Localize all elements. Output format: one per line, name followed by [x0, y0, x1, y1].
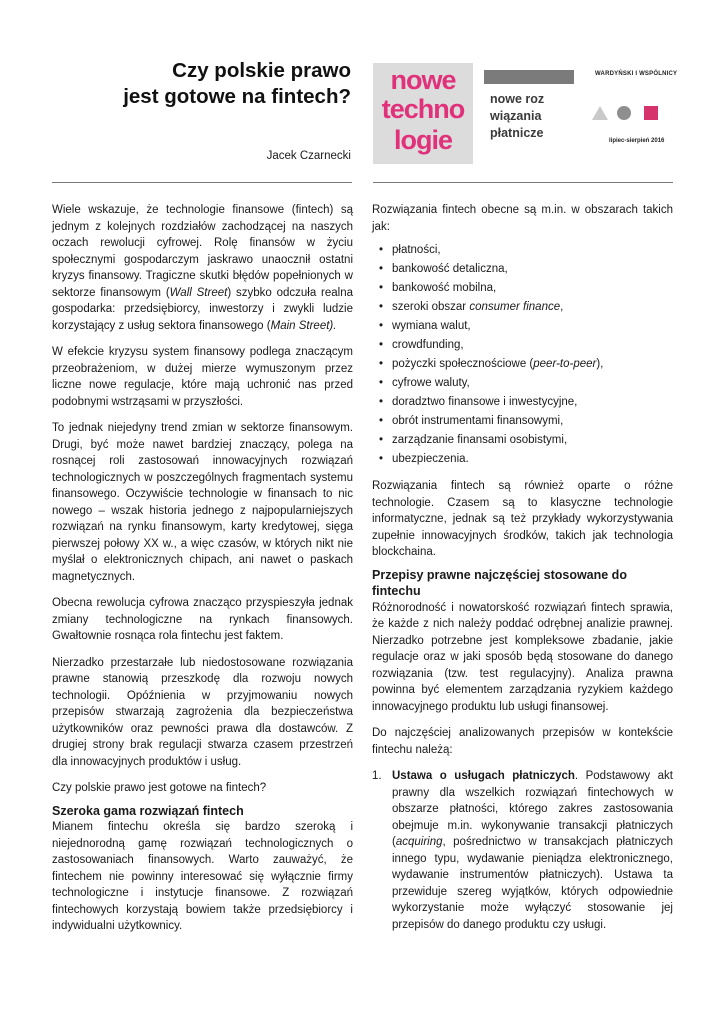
logo-word-2: techno: [381, 94, 465, 124]
list-item: • doradztwo finansowe i inwestycyjne,: [372, 393, 673, 412]
left-column: [52, 202, 353, 945]
list-item: • wymiana walut,: [372, 317, 673, 336]
article-title-line-2: jest gotowe na fintech?: [123, 85, 351, 108]
paragraph: Obecna rewolucja cyfrowa znacząco przyspieszyła jednak zmiany technologiczne na rynkach finansowych. Gwałtownie rosnąca rola fintechu jest faktem.: [52, 597, 353, 642]
section-heading: Szeroka gama rozwiązań fintech: [52, 803, 244, 818]
list-item: • płatności,: [372, 241, 673, 260]
section-title-line-1: nowe roz: [490, 92, 545, 106]
list-item: • pożyczki społecznościowe (peer-to-peer),: [372, 355, 673, 374]
paragraph: Do najczęściej analizowanych przepisów w kontekście fintechu należą:: [372, 727, 673, 756]
paragraph: Rozwiązania fintech obecne są m.in. w obszarach takich jak:: [372, 204, 673, 233]
regulations-list: [372, 768, 673, 933]
section-title-line-2: wiązania: [490, 109, 542, 123]
logo-word-1: nowe: [390, 65, 456, 95]
paragraph: To jednak niejedyny trend zmian w sektorze finansowym. Drugi, być może nawet bardziej znaczący, polega na rosnącej roli zastosowań innowacyjnych rozwiązań technologicznych w poszczególnych fragmentach systemu finansowego. Oczywiście technologie w finansach to nic nowego – wszak historia jednego z najpopularniejszych rozwiązań na rynku finansowym, karty kredytowej, sięga pierwszej połowy XX w., a więc czasów, w których nikt nie myślał o elektronicznych chipach, ani nawet o paskach magnetycznych.: [52, 422, 353, 583]
section-title-line-3: płatnicze: [490, 126, 544, 140]
paragraph: Nierzadko przestarzałe lub niedostosowane rozwiązania prawne stanowią przeszkodę dla rozwoju nowych technologii. Opóźnienia w przyjmowaniu nowych przepisów stwarzają zagrożenia dla bezpieczeństwa użytkowników oraz pewności prawa dla dostawców. Z drugiej strony brak regulacji stwarza czasem przestrzeń dla innowacyjnych produktów i usług.: [52, 656, 353, 768]
divider-left: [52, 182, 352, 183]
paragraph: Wiele wskazuje, że technologie finansowe (fintech) są jednym z kolejnych rozdziałów zachodzącej na naszych oczach rewolucji cyfrowej. Rolę finansów w życiu społecznymi gospodarczym jaskrawo unaocznił ostatni kryzys finansowy. Tragiczne skutki błędów popełnionych w sektorze finansowym (Wall Street) szybko odczuła realna gospodarka: przedsiębiorcy, inwestorzy i zwykli ludzie korzystający z usług sektora finansowego (Main Street).: [52, 204, 353, 332]
right-column: [372, 202, 673, 933]
list-item: • szeroki obszar consumer finance,: [372, 298, 673, 317]
triangle-icon: [592, 106, 608, 120]
list-item: • bankowość detaliczna,: [372, 260, 673, 279]
paragraph: Czy polskie prawo jest gotowe na fintech?: [52, 782, 267, 794]
divider-right: [373, 182, 673, 183]
author-name: Jacek Czarnecki: [266, 150, 351, 162]
logo-word-3: logie: [393, 125, 452, 155]
fintech-areas-list: [372, 241, 673, 469]
law-firm-name: WARDYŃSKI I WSPÓLNICY: [595, 71, 678, 77]
paragraph: Różnorodność i nowatorskość rozwiązań fintech sprawia, że każde z nich należy poddać odrębnej analizie prawnej. Nierzadko potrzebne jest kompleksowe zbadanie, jakie regulacje oraz w jaki sposób będą stosowane do danego rozwiązania (tzw. test regulacyjny). Analiza prawna powinna być elementem zarządzania ryzykiem każdego innowacyjnego produktu lub usługi finansowej.: [372, 601, 673, 713]
list-item: • obrót instrumentami finansowymi,: [372, 412, 673, 431]
list-item: • cyfrowe waluty,: [372, 374, 673, 393]
article-title: [51, 58, 351, 110]
square-icon: [644, 106, 658, 120]
circle-icon: [617, 106, 631, 120]
section-bar: [484, 70, 574, 84]
list-item: • zarządzanie finansami osobistymi,: [372, 431, 673, 450]
list-number: 1.: [372, 770, 382, 782]
article-title-line-1: Czy polskie prawo: [172, 59, 351, 82]
list-item: • bankowość mobilna,: [372, 279, 673, 298]
nowe-technologie-logo: [373, 63, 473, 164]
section-heading: Przepisy prawne najczęściej stosowane do fintechu: [372, 567, 627, 598]
list-item: • ubezpieczenia.: [372, 450, 673, 469]
paragraph: Rozwiązania fintech są również oparte o różne technologie. Czasem są to klasyczne technologie informatyczne, jednak są też przykłady wykorzystywania zupełnie innowacyjnych środków, takich jak technologia blockchaina.: [372, 480, 673, 558]
paragraph: W efekcie kryzysu system finansowy podlega znaczącym przeobrażeniom, w dużej mierze wymuszonym przez liczne nowe regulacje, które mają uchronić nas przed podobnymi wstrząsami w przyszłości.: [52, 346, 353, 408]
issue-date: lipiec-sierpień 2016: [609, 138, 665, 144]
list-item: • crowdfunding,: [372, 336, 673, 355]
list-item: 1. Ustawa o usługach płatniczych. Podstawowy akt prawny dla wszelkich rozwiązań fintechowych w obszarze płatności, którego zakres zastosowania obejmuje m.in. wykonywanie transakcji płatniczych (acquiring, pośrednictwo w transakcjach płatniczych innego typu, wydawanie pieniądza elektronicznego, wydawanie instrumentów płatniczych). Ustawa ta przewiduje szereg wyjątków, których odpowiednie wykorzystanie może wyłączyć stosowanie jej przepisów do danego produktu czy usługi.: [372, 770, 674, 931]
paragraph: Mianem fintechu określa się bardzo szeroką i niejednorodną gamę rozwiązań technologicznych o zastosowaniach finansowych. Warto zauważyć, że fintechem nie powinny interesować się wyłącznie firmy technologiczne i instytucje finansowe. Z rozwiązań fintechowych korzystają bowiem także przedsiębiorcy i indywidualni użytkownicy.: [52, 821, 353, 932]
